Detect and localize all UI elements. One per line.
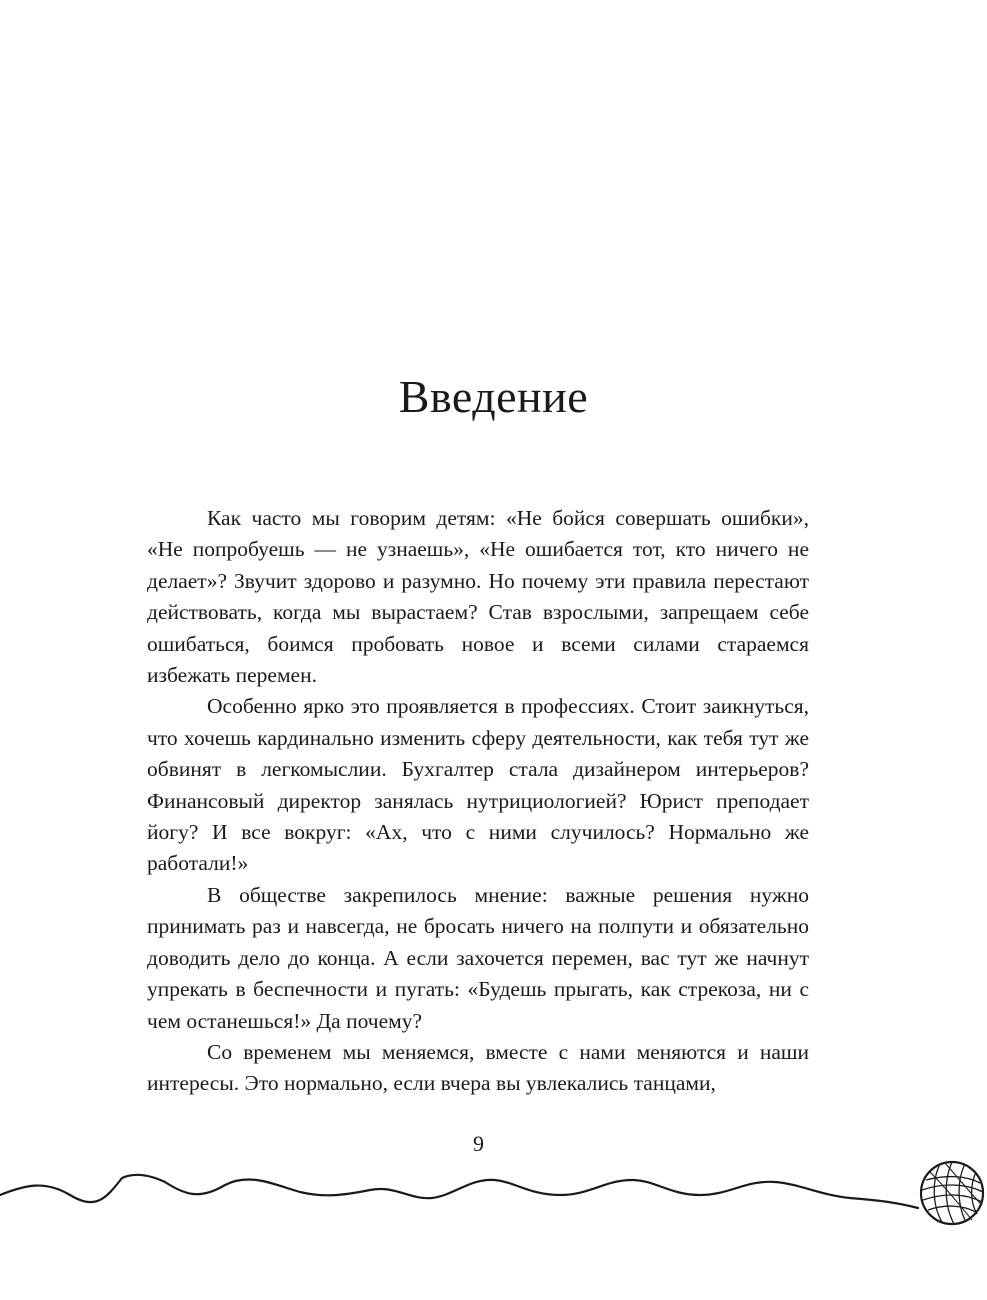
body-text: [147, 503, 809, 1100]
page-number: 9: [473, 1131, 484, 1156]
yarn-thread: [0, 1175, 918, 1208]
paragraph-2: Особенно ярко это проявляется в профессиях. Стоит заикнуться, что хочешь кардинально изменить сферу деятельности, как тебя тут же обвинят в легкомыслии. Бухгалтер стала дизайнером интерьеров? Финансовый директор занялась нутрициологией? Юрист преподает йогу? И все вокруг: «Ах, что с ними случилось? Нормально же работали!»: [147, 694, 809, 876]
paragraph-4: Со временем мы меняемся, вместе с нами меняются и наши интересы. Это нормально, если вчера вы увлекались танцами,: [147, 1039, 809, 1096]
yarn-ball-icon: [921, 1162, 983, 1224]
yarn-wave-decoration: [0, 1150, 987, 1230]
page-title: Введение: [398, 371, 589, 422]
paragraph-1: Как часто мы говорим детям: «Не бойся совершать ошибки», «Не попробуешь — не узнаешь», «Не ошибается тот, кто ничего не делает»? Звучит здорово и разумно. Но почему эти правила перестают действовать, когда мы вырастаем? Став взрослыми, запрещаем себе ошибаться, боимся пробовать новое и всеми силами стараемся избежать перемен.: [147, 506, 809, 688]
paragraph-3: В обществе закрепилось мнение: важные решения нужно принимать раз и навсегда, не бросать ничего на полпути и обязательно доводить дело до конца. А если захочется перемен, вас тут же начнут упрекать в беспечности и пугать: «Будешь прыгать, как стрекоза, ни с чем останешься!» Да почему?: [147, 882, 809, 1033]
